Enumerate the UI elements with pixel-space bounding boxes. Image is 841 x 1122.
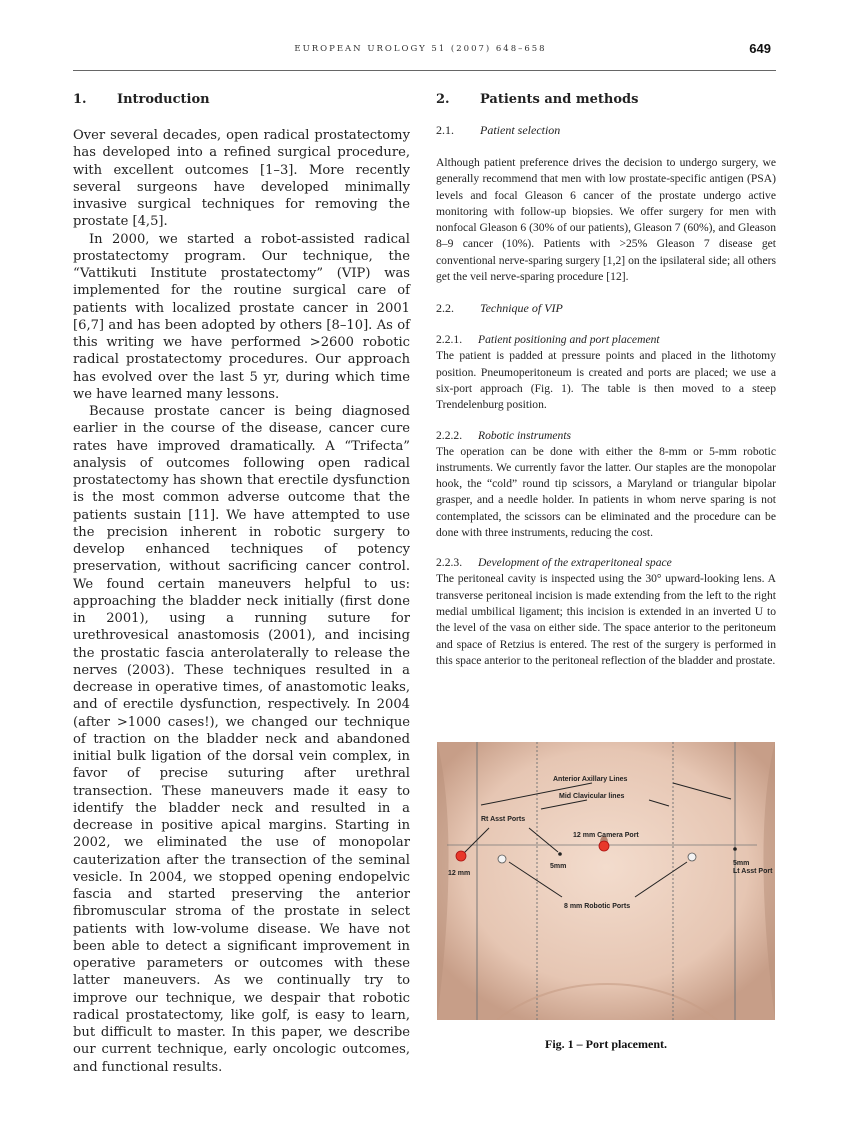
left-column (73, 92, 410, 1076)
section-title: Introduction (117, 92, 210, 107)
extraperitoneal-body (436, 571, 776, 669)
intro-paragraph-1: Over several decades, open radical prostatectomy has developed into a refined surgical procedure, with excellent outcomes [1–3]. More recently several surgeons have developed minimally invasive surgical techniques for removing the prostate [4,5]. (73, 128, 410, 230)
right-5mm-assistant-port (558, 852, 562, 856)
subsection-title: Patient selection (480, 123, 561, 137)
intro-paragraph-3: Because prostate cancer is being diagnosed earlier in the course of the disease, cancer cure rates have improved dramatically. A “Trifecta” analysis of outcomes following open radical prostatectomy has shown that erectile dysfunction is the most common adverse outcome that the patients sustain [11]. We have attempted to use the precision inherent in robotic surgery to develop enhanced techniques of potency preservation, without sacrificing cancer control. We found certain maneuvers helpful to us: approaching the bladder neck initially (first done in 2001), using a running suture for urethrovesical anastomosis (2001), and incising the prostatic fascia anterolaterally to release the nerves (2003). These techniques resulted in a decrease in operative times, of anastomotic leaks, and of erectile dysfunction, respectively. In 2004 (after >1000 cases!), we changed our technique of traction on the bladder neck and abandoned initial bulk ligation of the dorsal vein complex, in favor of precise suturing after urethral transection. These maneuvers made it easy to identify the bladder neck and resulted in a decrease in positive apical margins. Starting in 2002, we eliminated the use of monopolar cauterization after the transection of the seminal vesicle. In 2004, we stopped opening endopelvic fascia and started preserving the anterior fibromuscular stroma of the prostate in select patients with low-volume disease. We have not been able to detect a significant improvement in operative parameters or outcomes with these latter maneuvers. As we continually try to improve our technique, we despair that robotic radical prostatectomy, like golf, is easy to learn, but difficult to master. In this paper, we describe our current technique, early oncologic outcomes, and functional results. (73, 404, 410, 1075)
positioning-body (436, 348, 776, 413)
header-rule (73, 70, 776, 71)
subsubsection-number: 2.2.3. (436, 556, 463, 570)
left-8mm-robotic-port (688, 853, 696, 861)
journal-header: EUROPEAN UROLOGY 51 (2007) 648–658 (294, 44, 547, 54)
subsection-heading-patient-selection (436, 123, 776, 138)
abdomen-diagram (437, 742, 775, 1020)
subsubsection-number: 2.2.2. (436, 428, 463, 442)
patient-selection-body (436, 155, 776, 285)
label-robotic-ports: 8 mm Robotic Ports (564, 903, 631, 910)
subsubsection-number: 2.2.1. (436, 333, 463, 347)
label-12mm: 12 mm (448, 870, 471, 877)
right-8mm-robotic-port (498, 855, 506, 863)
instruments-text: The operation can be done with either the 8-mm or 5-mm robotic instruments. We currently favor the latter. Our staples are the monopolar hook, the “cold” round tip scissors, a Maryland or triangular bipolar grasper, and a needle holder. In patients in whom nerve sparing is not contemplated, the scissors can be eliminated and the procedure can be done with three instruments, reducing the cost. (436, 444, 776, 540)
subsubsection-heading-positioning (436, 332, 776, 348)
subsection-number: 2.2. (436, 301, 454, 316)
right-column (436, 92, 776, 669)
label-lt-asst: Lt Asst Port (733, 868, 773, 875)
skin-background (437, 742, 775, 1020)
patient-selection-text: Although patient preference drives the decision to undergo surgery, we generally recommend that men with low prostate-specific antigen (PSA) levels and focal Gleason 6 cancer of the prostate undergo active monitoring with follow-up biopsies. We offer surgery for men with nonfocal Gleason 6 (30% of our patients), Gleason 7 (60%), and Gleason 8–9 cancer (10%). Patients with >25% Gleason 7 disease get conventional nerve-sparing surgery [1,2] on the ipsilateral side; all others get the veil nerve-sparing procedure [12]. (436, 156, 776, 284)
label-rt-asst: Rt Asst Ports (481, 816, 526, 823)
positioning-text: The patient is padded at pressure points and placed in the lithotomy position. Pneumoperitoneum is created and ports are placed; we use a six-port approach (Fig. 1). The table is then moved to a steep Trendelenburg position. (436, 349, 776, 412)
section-number: 2. (436, 92, 450, 107)
subsubsection-heading-instruments (436, 428, 776, 444)
camera-port (599, 841, 609, 851)
section-heading-introduction (73, 92, 410, 107)
subsubsection-title: Robotic instruments (478, 428, 572, 442)
subsection-heading-technique (436, 301, 776, 316)
left-5mm-assistant-port (733, 847, 737, 851)
label-anterior-axillary: Anterior Axillary Lines (553, 776, 628, 783)
figure-caption: Fig. 1 – Port placement. (545, 1037, 667, 1051)
introduction-body (73, 127, 410, 1076)
section-title: Patients and methods (480, 92, 639, 107)
label-5mm-center: 5mm (550, 863, 567, 870)
section-number: 1. (73, 92, 87, 107)
intro-paragraph-2: In 2000, we started a robot-assisted radical prostatectomy program. Our technique, the “Vattikuti Institute prostatectomy” (VIP) was implemented for the routine surgical care of patients with localized prostate cancer in 2001 [6,7] and has been adopted by others [8–10]. As of this writing we have performed >2600 robotic radical prostatectomy procedures. Our approach has evolved over the last 5 yr, during which time we have learned many lessons. (73, 231, 410, 402)
subsubsection-title: Patient positioning and port placement (478, 333, 660, 347)
subsubsection-heading-extraperitoneal (436, 555, 776, 571)
label-5mm-right: 5mm (733, 860, 750, 867)
right-12mm-assistant-port (456, 851, 466, 861)
subsection-title: Technique of VIP (480, 301, 563, 316)
subsubsection-title: Development of the extraperitoneal space (478, 556, 672, 570)
instruments-body (436, 444, 776, 542)
section-heading-methods (436, 92, 776, 107)
subsection-number: 2.1. (436, 123, 454, 137)
page-number: 649 (749, 41, 771, 56)
label-camera-port: 12 mm Camera Port (573, 832, 639, 839)
label-mid-clavicular: Mid Clavicular lines (559, 793, 625, 800)
extraperitoneal-text: The peritoneal cavity is inspected using the 30° upward-looking lens. A transverse peritoneal incision is made extending from the left to the right medial umbilical ligament; this incision is extended in an inverted U to the level of the vasa on either side. The space anterior to the peritoneum and space of Retzius is entered. The rest of the surgery is performed in this space anterior to the peritoneal reflection of the bladder and prostate. (436, 572, 776, 667)
port-placement-figure (437, 742, 775, 1020)
